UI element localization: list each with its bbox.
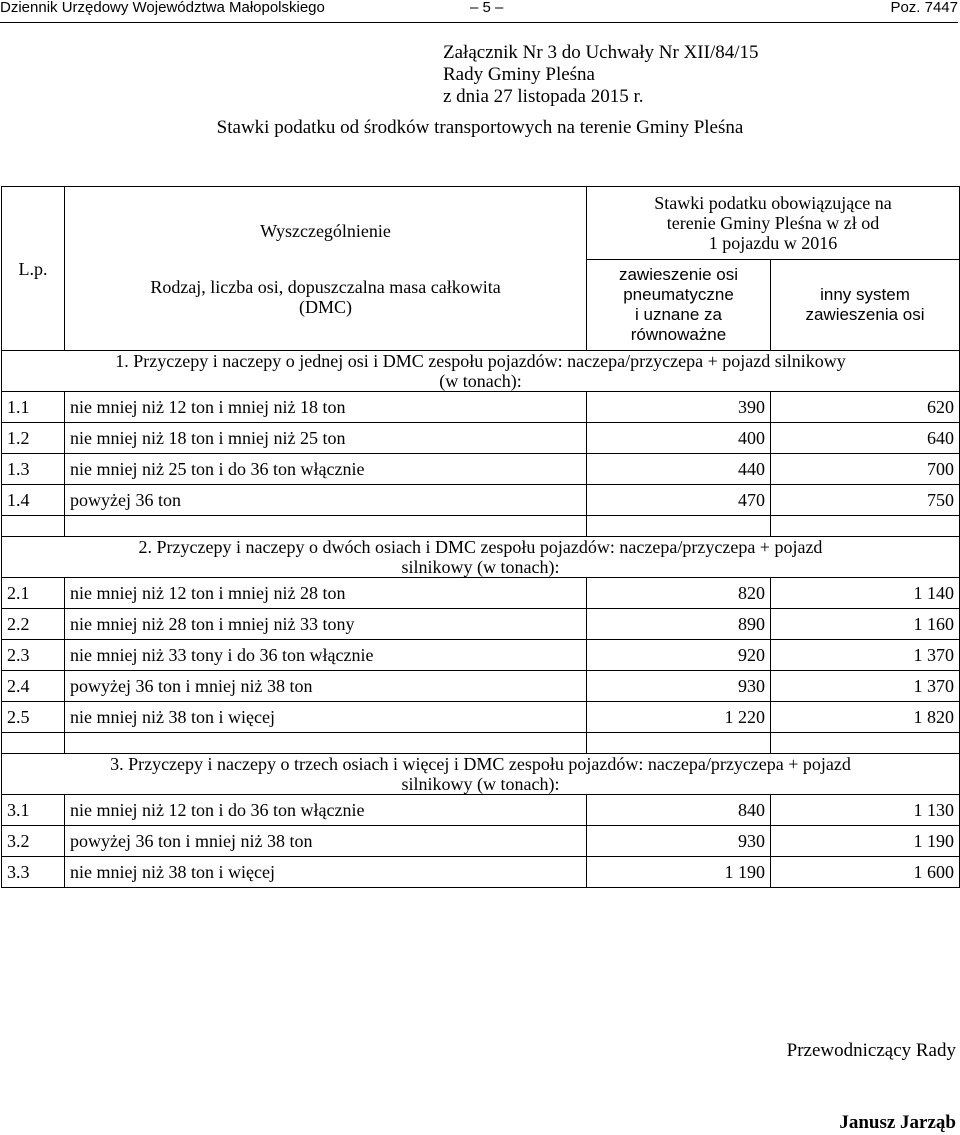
row-lp: 2.1 xyxy=(2,578,65,609)
header-lp: L.p. xyxy=(2,187,65,351)
table-row xyxy=(2,857,960,888)
row-lp: 1.2 xyxy=(2,423,65,454)
header-pneumatic-suspension xyxy=(587,260,771,351)
header-desc-bottom-2: (DMC) xyxy=(299,296,352,317)
row-lp: 1.1 xyxy=(2,392,65,423)
section-title-line: silnikowy (w tonach): xyxy=(401,557,560,577)
row-lp: 2.4 xyxy=(2,671,65,702)
row-lp: 1.3 xyxy=(2,454,65,485)
header-rates-line-1: Stawki podatku obowiązujące na xyxy=(654,193,892,213)
document-title: Stawki podatku od środków transportowych na terenie Gminy Pleśna xyxy=(216,117,744,138)
section-title-line: (w tonach): xyxy=(439,371,522,391)
row-description: nie mniej niż 18 ton i mniej niż 25 ton xyxy=(65,423,587,454)
table-row xyxy=(2,795,960,826)
row-rate-pneumatic: 840 xyxy=(587,795,771,826)
row-lp: 2.3 xyxy=(2,640,65,671)
running-head xyxy=(0,0,958,23)
row-description: nie mniej niż 33 tony i do 36 ton włącznie xyxy=(65,640,587,671)
section-title-line: 3. Przyczepy i naczepy o trzech osiach i więcej i DMC zespołu pojazdów: naczepa/przyczepa + pojazd xyxy=(110,754,851,774)
spacer-cell xyxy=(2,516,65,537)
section-title xyxy=(2,754,960,795)
row-rate-other: 1 140 xyxy=(771,578,960,609)
table-row xyxy=(2,578,960,609)
spacer-cell xyxy=(771,516,960,537)
section-title-line: 1. Przyczepy i naczepy o jednej osi i DMC zespołu pojazdów: naczepa/przyczepa + pojazd silnikowy xyxy=(115,351,846,371)
row-rate-pneumatic: 930 xyxy=(587,826,771,857)
row-rate-other: 1 600 xyxy=(771,857,960,888)
header-col-b-line-1: inny system xyxy=(820,285,910,304)
table-row xyxy=(2,702,960,733)
spacer-row xyxy=(2,516,960,537)
row-rate-other: 1 190 xyxy=(771,826,960,857)
header-col-a-line-4: równoważne xyxy=(630,325,727,344)
section-title-line: silnikowy (w tonach): xyxy=(401,774,560,794)
row-rate-pneumatic: 400 xyxy=(587,423,771,454)
row-description: nie mniej niż 38 ton i więcej xyxy=(65,857,587,888)
header-rates-line-2: terenie Gminy Pleśna w zł od xyxy=(666,213,880,233)
header-desc-bottom-1: Rodzaj, liczba osi, dopuszczalna masa całkowita xyxy=(150,276,501,297)
table-row xyxy=(2,392,960,423)
signature-name: Janusz Jarząb xyxy=(839,1112,956,1133)
spacer-cell xyxy=(587,516,771,537)
row-description: powyżej 36 ton xyxy=(65,485,587,516)
spacer-row xyxy=(2,733,960,754)
row-lp: 2.5 xyxy=(2,702,65,733)
spacer-cell xyxy=(771,733,960,754)
header-rates-line-3: 1 pojazdu w 2016 xyxy=(708,233,838,253)
table-row xyxy=(2,609,960,640)
annex-line-1: Załącznik Nr 3 do Uchwały Nr XII/84/15 xyxy=(443,42,759,63)
section-header-row xyxy=(2,537,960,578)
spacer-cell xyxy=(65,733,587,754)
table-row xyxy=(2,826,960,857)
table-row xyxy=(2,671,960,702)
annex-line-2: Rady Gminy Pleśna xyxy=(443,64,595,85)
journal-name: Dziennik Urzędowy Województwa Małopolskiego xyxy=(0,0,325,16)
header-col-a-line-2: pneumatyczne xyxy=(623,285,734,304)
section-header-row xyxy=(2,351,960,392)
table-row xyxy=(2,454,960,485)
section-title xyxy=(2,537,960,578)
row-rate-pneumatic: 920 xyxy=(587,640,771,671)
row-lp: 2.2 xyxy=(2,609,65,640)
row-rate-other: 700 xyxy=(771,454,960,485)
row-lp: 3.1 xyxy=(2,795,65,826)
spacer-cell xyxy=(2,733,65,754)
row-rate-other: 1 370 xyxy=(771,671,960,702)
section-header-row xyxy=(2,754,960,795)
row-rate-pneumatic: 440 xyxy=(587,454,771,485)
spacer-cell xyxy=(587,733,771,754)
row-lp: 3.3 xyxy=(2,857,65,888)
section-title xyxy=(2,351,960,392)
signature-role: Przewodniczący Rady xyxy=(786,1040,956,1061)
table-row xyxy=(2,485,960,516)
section-title-line: 2. Przyczepy i naczepy o dwóch osiach i DMC zespołu pojazdów: naczepa/przyczepa + pojazd xyxy=(138,537,823,557)
header-col-a-line-3: i uznane za xyxy=(635,305,722,324)
row-rate-pneumatic: 820 xyxy=(587,578,771,609)
header-description xyxy=(65,187,587,351)
tax-rates-table xyxy=(1,186,960,888)
row-description: powyżej 36 ton i mniej niż 38 ton xyxy=(65,671,587,702)
row-description: nie mniej niż 38 ton i więcej xyxy=(65,702,587,733)
row-description: nie mniej niż 28 ton i mniej niż 33 tony xyxy=(65,609,587,640)
header-col-a-line-1: zawieszenie osi xyxy=(618,265,739,284)
row-lp: 3.2 xyxy=(2,826,65,857)
row-description: nie mniej niż 12 ton i do 36 ton włącznie xyxy=(65,795,587,826)
annex-reference xyxy=(443,42,759,108)
row-rate-pneumatic: 390 xyxy=(587,392,771,423)
header-other-suspension xyxy=(771,260,960,351)
row-description: powyżej 36 ton i mniej niż 38 ton xyxy=(65,826,587,857)
table-row xyxy=(2,640,960,671)
row-rate-other: 1 130 xyxy=(771,795,960,826)
row-rate-pneumatic: 890 xyxy=(587,609,771,640)
row-rate-other: 1 370 xyxy=(771,640,960,671)
annex-line-3: z dnia 27 listopada 2015 r. xyxy=(443,86,644,107)
row-lp: 1.4 xyxy=(2,485,65,516)
row-description: nie mniej niż 25 ton i do 36 ton włącznie xyxy=(65,454,587,485)
table-header-row xyxy=(2,187,960,260)
row-rate-pneumatic: 1 190 xyxy=(587,857,771,888)
row-rate-other: 620 xyxy=(771,392,960,423)
row-description: nie mniej niż 12 ton i mniej niż 28 ton xyxy=(65,578,587,609)
row-rate-other: 1 160 xyxy=(771,609,960,640)
item-number: Poz. 7447 xyxy=(890,0,958,16)
header-col-b-line-2: zawieszenia osi xyxy=(805,305,925,324)
row-description: nie mniej niż 12 ton i mniej niż 18 ton xyxy=(65,392,587,423)
row-rate-other: 1 820 xyxy=(771,702,960,733)
page-number: – 5 – xyxy=(470,0,504,16)
row-rate-pneumatic: 930 xyxy=(587,671,771,702)
table-row xyxy=(2,423,960,454)
row-rate-other: 640 xyxy=(771,423,960,454)
row-rate-pneumatic: 1 220 xyxy=(587,702,771,733)
row-rate-other: 750 xyxy=(771,485,960,516)
header-rates xyxy=(587,187,960,260)
header-desc-top: Wyszczególnienie xyxy=(260,220,391,241)
row-rate-pneumatic: 470 xyxy=(587,485,771,516)
spacer-cell xyxy=(65,516,587,537)
